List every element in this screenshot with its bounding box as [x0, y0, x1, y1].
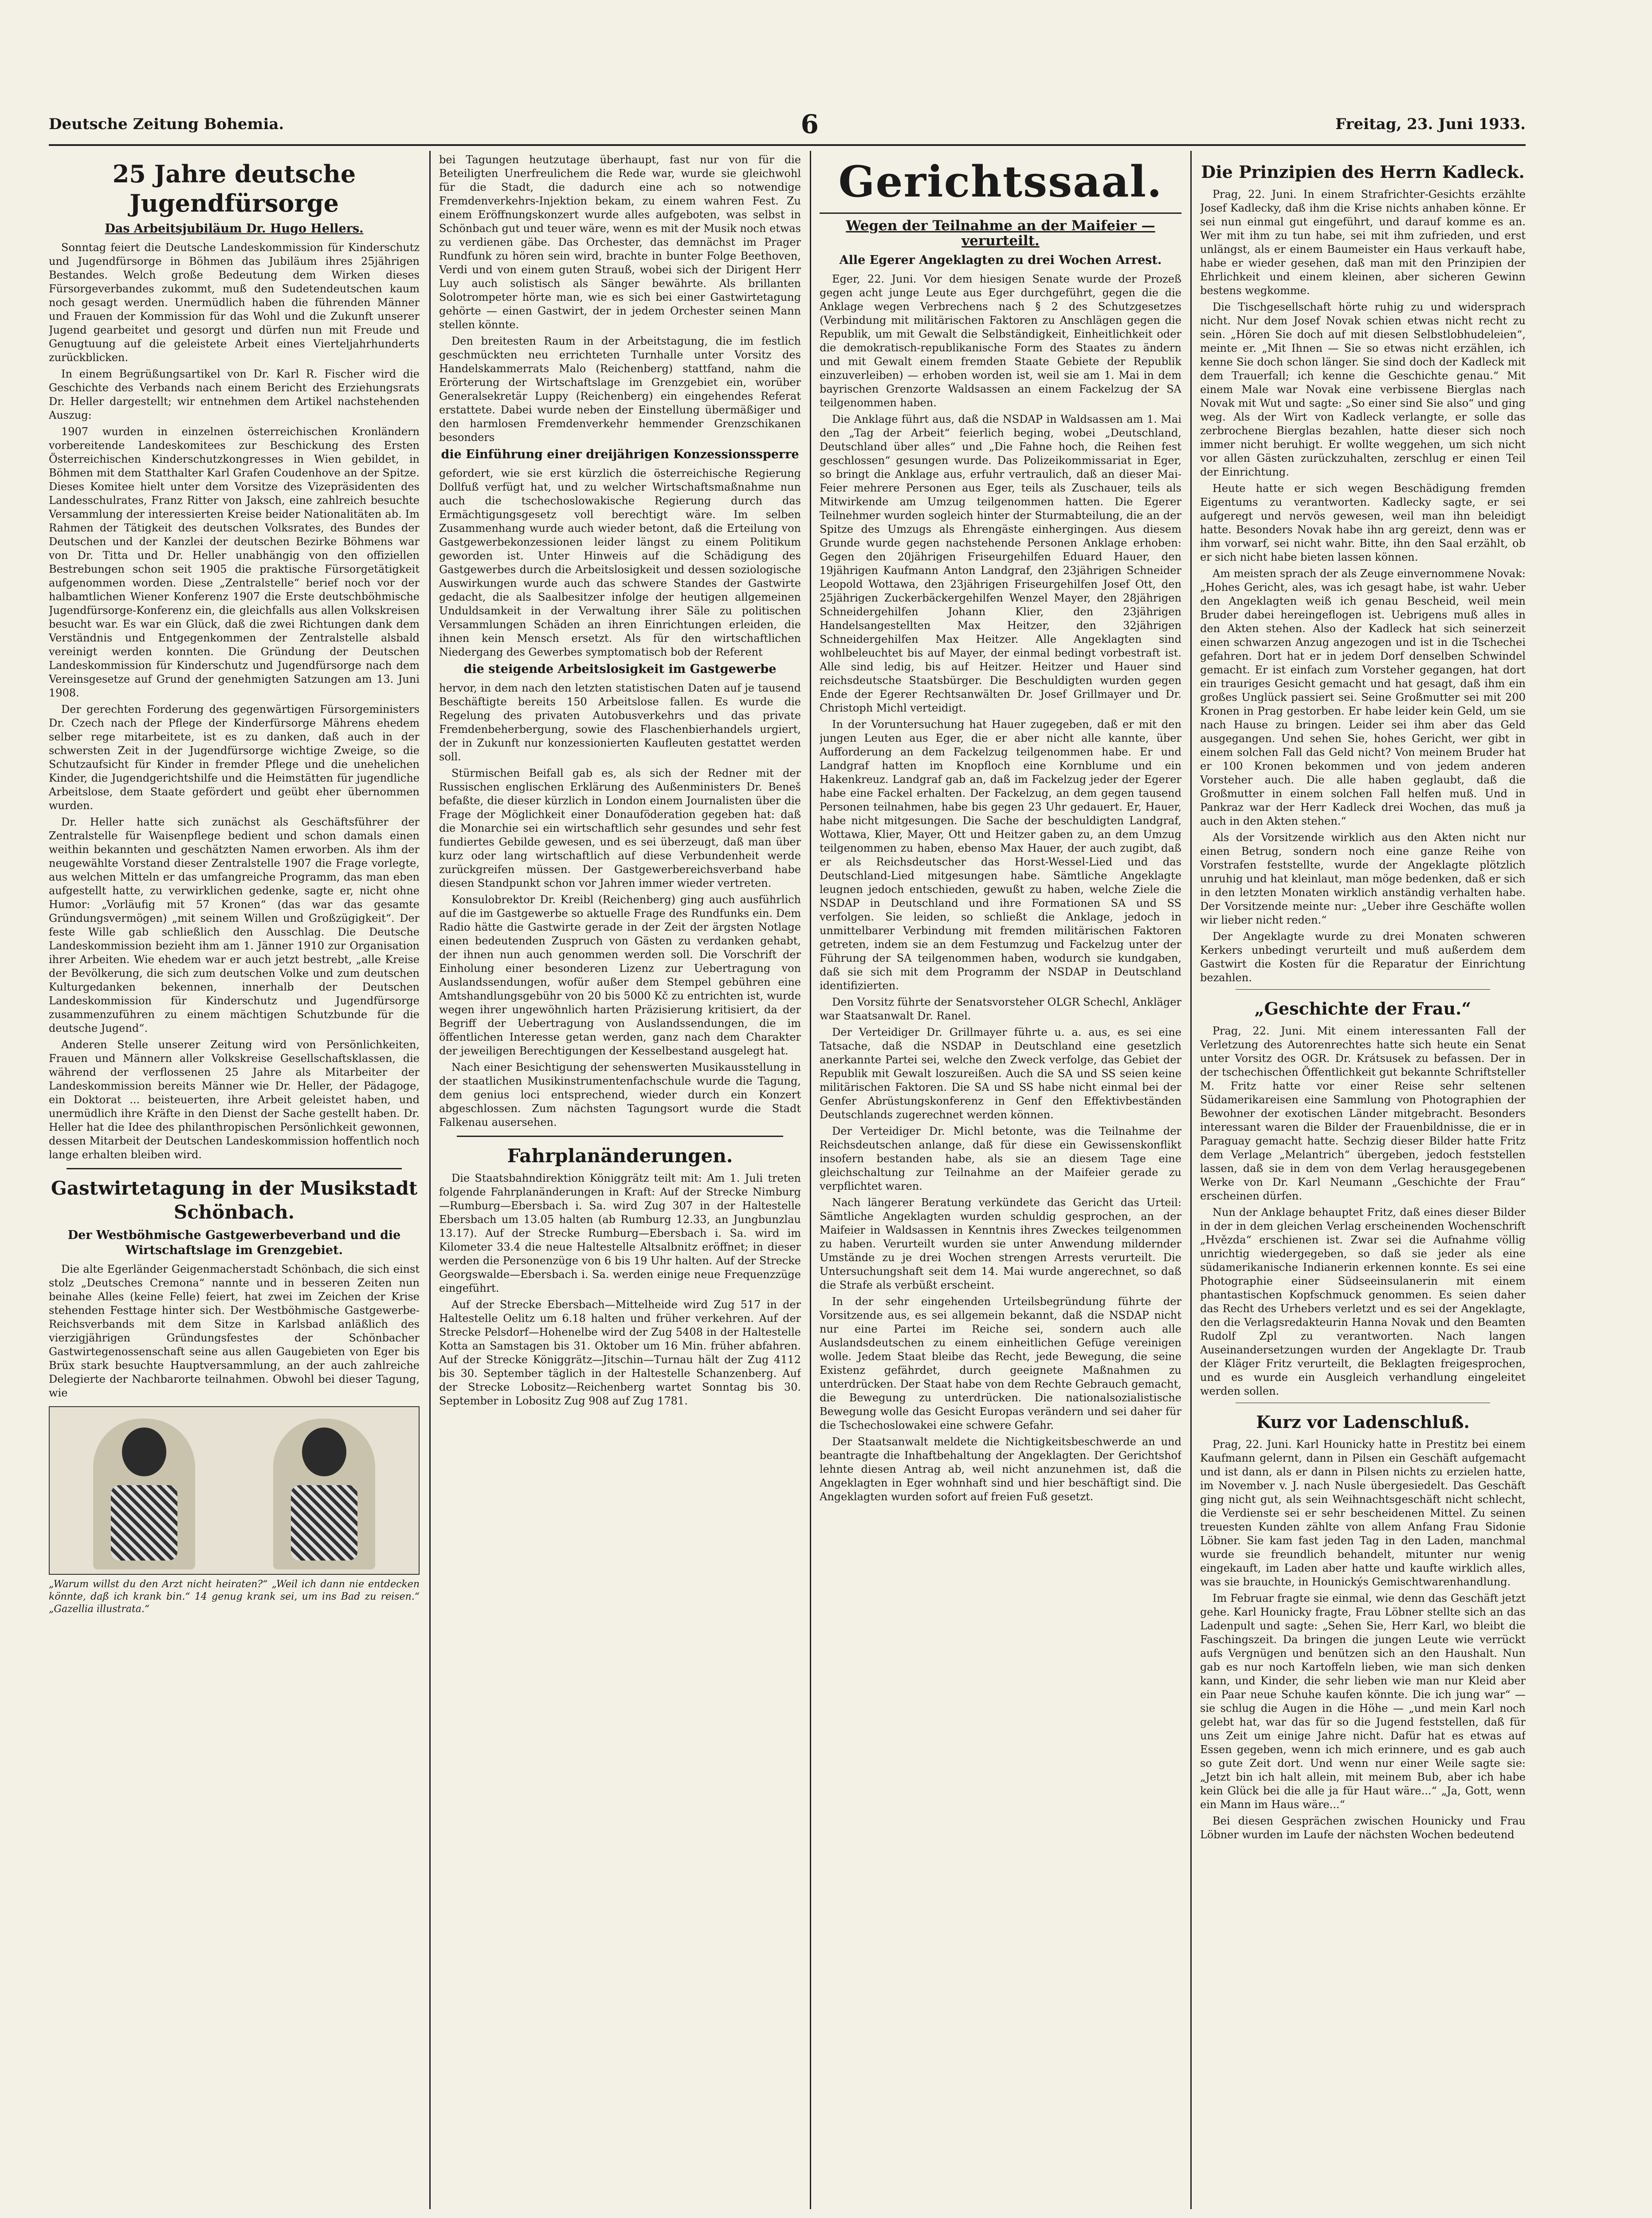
article-headline: Wegen der Teilnahme an der Maifeier — verurteilt. [846, 218, 1155, 249]
section-subhead: die Einführung einer dreijährigen Konzessionssperre [441, 448, 799, 461]
paragraph: gefordert, wie sie erst kürzlich die österreichische Regierung Dollfuß verfügt hat, und zu welcher Wirtschaftsmaßnahme nun auch die tschechoslowakische Regierung durch das Ermächtigungsgesetz voll berechtigt wäre. Im selben Zusammenhang wurde auch wieder betont, daß die Erteilung von Gastgewerbekonzessionen leider längst zu einem Politikum geworden ist. Unter Hinweis auf die Schädigung des Gastgewerbes durch die Arbeitslosigkeit und dessen soziologische Auswirkungen wurde auch das schwere Standes der Gastwirte gedacht, die als Saalbesitzer infolge der heutigen allgemeinen Unduldsamkeit in der Verwaltung ihrer Säle zu politischen Versammlungen Schäden an ihren Einrichtungen erleiden, die ihnen kein Mensch ersetzt. Als für den wirtschaftlichen Niedergang des Gewerbes symptomatisch bob der Referent [439, 467, 801, 658]
masthead [49, 109, 1526, 140]
article-subheadline: Alle Egerer Angeklagten zu drei Wochen Arrest. [839, 253, 1162, 267]
paragraph: Konsulobrektor Dr. Kreibl (Reichenberg) ging auch ausführlich auf die im Gastgewerbe so aktuelle Frage des Rundfunks ein. Dem Radio hätte die Gastwirte gerade in der Zeit der ärgsten Notlage einen bedeutenden Zuspruch von Gästen zu verdanken gehabt, der ihnen nun auch genommen werden soll. Die Vorschrift der Einholung einer besonderen Lizenz zur Uebertragung von Auslandssendungen, wofür außer dem Stempel gebühren eine Amtshandlungsgebühr von 20 bis 5000 Kč zu entrichten ist, wurde wegen ihrer ungewöhnlich harten Präzisierung kritisiert, da der Begriff der Uebertragung von Auslandssendungen, die im öffentlichen Interesse getan werden, ganz nach dem Charakter der jeweiligen Berechtigungen der Kesselbestand ausgelegt hat. [439, 893, 801, 1057]
column-divider [1190, 151, 1192, 2209]
paragraph: Eger, 22. Juni. Vor dem hiesigen Senate wurde der Prozeß gegen acht junge Leute aus Eger durchgeführt, gegen die die Anklage wegen Verbrechens nach § 2 des Schutzgesetzes (Verbindung mit militärischen Faktoren zu Anschlägen gegen die Republik, um mit Gewalt die Selbständigkeit, Einheitlichkeit oder die demokratisch-republikanische Form des Staates zu ändern und mit Gewalt einem fremden Staate Gebiete der Republik einzuverleiben) — erhoben worden ist, weil sie am 1. Mai in dem bayrischen Grenzorte Waldsassen an einem Fackelzug der SA teilgenommen haben. [820, 273, 1181, 409]
column-divider [429, 151, 431, 2209]
paragraph: Heute hatte er sich wegen Beschädigung fremden Eigentums zu verantworten. Kadlecky sagte, er sei aufgeregt und nervös gewesen, weil man ihn beleidigt hatte. Besonders Novak habe ihn arg gereizt, denn was er ihm vorwarf, sei nicht wahr. Bitte, ihn den Saal erzählt, ob er sich nicht habe bieten lassen können. [1200, 482, 1526, 563]
paragraph: Die Anklage führt aus, daß die NSDAP in Waldsassen am 1. Mai den „Tag der Arbeit“ feierlich beging, wobei „Deutschland, Deutschland über alles“ und „Die Fahne hoch, die Reihen fest geschlossen“ gesungen wurde. Das Polizeikommissariat in Eger, so bringt die Anklage aus, erfuhr vertraulich, daß an dieser Mai-Feier mehrere Personen aus Eger, teils als Zuschauer, teils als Mitwirkende am Umzug teilgenommen hatten. Die Egerer Teilnehmer wurden sogleich hinter der Sturmabteilung, die an der Spitze des Umzugs als Ehrengäste einhergingen. Aus diesem Grunde wurde gegen nachstehende Personen Anklage erhoben: Gegen den 20jährigen Friseurgehilfen Eduard Hauer, den 19jährigen Kaufmann Anton Landgraf, den 23jährigen Schneider Leopold Wottawa, den 23jährigen Friseurgehilfen Josef Ott, den 25jährigen Zuckerbäckergehilfen Wenzel Mayer, den 28jährigen Schneidergehilfen Johann Klier, den 23jährigen Handelsangestellten Max Heitzer, den 32jährigen Schneidergehilfen Max Heitzer. Alle Angeklagten sind wohlbeleuchtet bis auf Mayer, der einmal bedingt vorbestraft ist. Alle sind ledig, bis auf Heitzer. Heitzer und Hauer sind reichsdeutsche Staatsbürger. Die Beschuldigten wurden gegen Ende der Egerer Rechtsanwälten Dr. Josef Grillmayer und Dr. Christoph Michl verteidigt. [820, 413, 1181, 714]
paragraph: bei Tagungen heutzutage überhaupt, fast nur von für die Beteiligten Unerfreulichem die Rede war, wurde sie gleichwohl für die Stadt, die dadurch eine ach so notwendige Fremdenverkehrs-Injektion bekam, zu einem wahren Fest. Zu einem Eröffnungskonzert wurde alles aufgeboten, was selbst in Schönbach gut und teuer wäre, wenn es mit der Musik noch etwas zu verdienen gäbe. Das Orchester, das demnächst im Prager Rundfunk zu hören sein wird, brachte in bunter Folge Beethoven, Verdi und von einem guten Strauß, wobei sich der Dirigent Herr Luy auch solistisch als Sänger bewährte. Als brillanten Solotrompeter hörte man, wie es sich bei einer Gastwirtetagung gehörte — einen Gastwirt, der in jedem Orchester seinen Mann stellen könnte. [439, 153, 801, 331]
paragraph: Der Verteidiger Dr. Grillmayer führte u. a. aus, es sei eine Tatsache, daß die NSDAP in Deutschland eine gesetzlich anerkannte Partei sei, welche den Zweck verfolge, das Gebiet der Republik mit Gewalt loszureißen. Auch die SA und SS seien keine militärischen Faktoren. Die SA und SS habe nicht einmal bei der Genfer Abrüstungskonferenz in Genf den Effektivbeständen Deutschlands zugerechnet werden können. [820, 1026, 1181, 1121]
paragraph: Auf der Strecke Ebersbach—Mittelheide wird Zug 517 in der Haltestelle Oelitz um 6.18 halten und früher verkehren. Auf der Strecke Pelsdorf—Hohenelbe wird der Zug 5408 in der Haltestelle Kotta an Samstagen bis 31. Oktober um 16 Min. früher abfahren. Auf der Strecke Königgrätz—Jitschin—Turnau hält der Zug 4112 bis 30. September täglich in der Haltestelle Schanzenberg. Auf der Strecke Lobositz—Reichenberg wartet Sonntag bis 30. September in Lobositz Zug 908 auf Zug 1781. [439, 1298, 801, 1407]
paragraph: Der Staatsanwalt meldete die Nichtigkeitsbeschwerde an und beantragte die Inhaftbehaltung der Angeklagten. Der Gerichtshof lehnte diesen Antrag ab, weil nicht anzunehmen ist, daß die Angeklagten in Eger wohnhaft sind und hier beschäftigt sind. Die Angeklagten wurden sofort auf freien Fuß gesetzt. [820, 1435, 1181, 1503]
paragraph: Prag, 22. Juni. Mit einem interessanten Fall der Verletzung des Autorenrechtes hatte sich heute ein Senat unter Vorsitz des OGR. Dr. Krátsusek zu befassen. Der in der tschechischen Öffentlichkeit gut bekannte Schriftsteller M. Fritz hatte vor einer Reise sehr seltenen Südamerikareisen eine Sammlung von Photographien der Bewohner der exotischen Länder mitgebracht. Besonders interessant waren die Bilder der Frauenbildnisse, die er in Paraguay gemacht hatte. Sechzig dieser Bilder hatte Fritz dem Verlage „Melantrich“ übergeben, jedoch feststellen lassen, daß sie in dem von dem Verlag herausgegebenen Werke von Dr. Karl Neumann „Geschichte der Frau“ erscheinen dürfen. [1200, 1025, 1526, 1202]
paragraph: Prag, 22. Juni. Karl Hounicky hatte in Prestitz bei einem Kaufmann gelernt, dann in Pilsen ein Geschäft aufgemacht und ist dann, als er dann in Pilsen nichts zu erzielen hatte, im November v. J. nach Nusle übergesiedelt. Das Geschäft ging nicht gut, als sein Weihnachtsgeschäft nicht schlecht, die Verdienste sei er sehr bescheidenen Mittel. Zu seinen treuesten Kunden zählte von allem Anfang Frau Sidonie Löbner. Sie kam fast jeden Tag in den Laden, manchmal wurde sie freundlich behandelt, mitunter nur wenig eingekauft, im Laden aber hatte und kaufte wirklich alles, was sie brauchte, in Hounickýs Gemischtwarenhandlung. [1200, 1438, 1526, 1588]
column-4 [1200, 153, 1526, 2211]
article-headline: „Geschichte der Frau.“ [1254, 999, 1471, 1019]
article-headline: 25 Jahre deutsche Jugendfürsorge [112, 160, 356, 217]
article-separator [1236, 989, 1490, 990]
paragraph: Am meisten sprach der als Zeuge einvernommene Novak: „Hohes Gericht, ales, was ich gesagt habe, ist wahr. Ueber den Angeklagten weiß ich genau Bescheid, weil mein Bruder dabei hereingeflogen ist. Uebrigens muß alles in den Akten stehen. Also der Kadleck hat sich seinerzeit einen schwarzen Anzug angezogen und ist in die Tschechei gefahren. Dort hat er in jedem Dorf denselben Schwindel gemacht. Er ist einfach zum Vorsteher gegangen, hat dort ein trauriges Gesicht gemacht und hat gesagt, daß ihm ein großes Unglück passiert sei. Seine Großmutter sei mit 200 Kronen in Prag gestorben. Er habe leider kein Geld, um sie nach Hause zu bringen. Leider sei ihm aber das Geld ausgegangen. Und sehen Sie, hohes Gericht, wer gibt in einem solchen Fall das Geld nicht? Von meinem Bruder hat er 100 Kronen bekommen und von jedem anderen Vorsteher auch. Die alle haben geglaubt, daß die Großmutter in einem solchen Fall helfen muß. Und in Pankraz war der Herr Kadleck drei Wochen, das muß ja auch in den Akten stehen.“ [1200, 567, 1526, 827]
column-1 [49, 153, 420, 2211]
paragraph: Die Staatsbahndirektion Königgrätz teilt mit: Am 1. Juli treten folgende Fahrplanänderungen in Kraft: Auf der Strecke Nimburg—Rumburg—Ebersbach i. Sa. wird Zug 307 in der Haltestelle Ebersbach um 13.05 halten (ab Rumburg 12.33, an Jungbunzlau 13.17). Auf der Strecke Rumburg—Ebersbach i. Sa. wird im Kilometer 33.4 die neue Haltestelle Altsalbnitz eröffnet; in dieser werden die Personenzüge von 6 bis 19 Uhr halten. Auf der Strecke Georgswalde—Ebersbach i. Sa. werden einige neue Frequenzzüge eingeführt. [439, 1172, 801, 1294]
paragraph: In der sehr eingehenden Urteilsbegründung führte der Vorsitzende aus, es sei allgemein bekannt, daß die NSDAP nicht nur eine Partei im Reiche sei, sondern auch alle Auslandsdeutschen zu einem einheitlichen Gefüge vereinigen wolle. Jedem Staat bleibe das Recht, jede Bewegung, die seine Existenz gefährdet, durch geeignete Maßnahmen zu unterdrücken. Der Staat habe von dem Rechte Gebrauch gemacht, die Bewegung zu unterdrücken. Die nationalsozialistische Bewegung wolle das Gesicht Europas verändern und sei daher für die Tschechoslowakei eine schwere Gefahr. [820, 1295, 1181, 1431]
paragraph: Den Vorsitz führte der Senatsvorsteher OLGR Schechl, Ankläger war Staatsanwalt Dr. Ranel. [820, 996, 1181, 1022]
cartoon-illustration [49, 1406, 420, 1575]
paragraph: 1907 wurden in einzelnen österreichischen Kronländern vorbereitende Landeskomitees zur Beschickung des Ersten Österreichischen Kinderschutzkongresses in Wien gebildet, in Böhmen mit dem Statthalter Karl Grafen Coudenhove an der Spitze. Dieses Komitee hielt unter dem Vorsitze des Vizepräsidenten des Landesschulrates, Franz Ritter von Jaksch, eine zahlreich besuchte Versammlung der interessierten Kreise beider Nationalitäten ab. Im Rahmen der Tätigkeit des deutschen Volksrates, des Bundes der Deutschen und der Kanzlei der deutschen Bezirke Böhmens war von Dr. Titta und Dr. Heller unabhängig von den offiziellen Bestrebungen schon seit 1905 die praktische Fürsorgetätigkeit aufgenommen worden. Diese „Zentralstelle“ berief noch vor der halbamtlichen Wiener Konferenz 1907 die Erste deutschböhmische Jugendfürsorge-Konferenz ein, die gleichfalls aus allen Volkskreisen besucht war. Es war ein Glück, daß die zwei Richtungen dank dem Verständnis und Entgegenkommen der Zentralstelle alsbald vereinigt werden konnten. Die Gründung der Deutschen Landeskommission für Kinderschutz und Jugendfürsorge nach dem Vereinsgesetze auf Grund der genehmigten Satzungen am 13. Juni 1908. [49, 425, 420, 699]
paragraph: Prag, 22. Juni. In einem Strafrichter-Gesichts erzählte Josef Kadlecky, daß ihm die Krise nichts anhaben könne. Er sei nun einmal gut eingeführt, und darauf komme es an. Wer mit ihm zu tun habe, sei mit ihm zufrieden, und erst unlängst, als er einem Baumeister ein Haus verkauft habe, habe er wieder gesehen, daß man mit den Prinzipien der Ehrlichkeit und einem kleinen, aber sicheren Gewinn bestens wegkomme. [1200, 188, 1526, 297]
page-number: 6 [800, 109, 819, 139]
title-rule [820, 212, 1181, 214]
article-headline: Gastwirtetagung in der Musikstadt Schönbach. [51, 1177, 418, 1223]
paragraph: Die alte Egerländer Geigenmacherstadt Schönbach, die sich einst stolz „Deutsches Cremona“ nannte und in besseren Zeiten nun beinahe Alles (keine Felle) feiert, hat zwei im Zeichen der Krise stehenden Festtage hinter sich. Der Westböhmische Gastgewerbe-Reichsverbands mit dem Sitze in Karlsbad anläßlich des vierzigjährigen Gründungsfestes der Schönbacher Gastwirtegenossenschaft seine aus allen Gaugebieten von Eger bis Brüx stark besuchte Hauptversammlung, an der auch zahlreiche Delegierte der Nachbarorte teilnahmen. Obwohl bei dieser Tagung, wie [49, 1263, 420, 1399]
article-headline: Die Prinzipien des Herrn Kadleck. [1201, 162, 1525, 182]
paragraph: Sonntag feiert die Deutsche Landeskommission für Kinderschutz und Jugendfürsorge in Böhmen das Jubiläum ihres 25jährigen Bestandes. Welch große Bedeutung dem Wirken dieses Fürsorgeverbandes zukommt, muß den Sudetendeutschen kaum noch gesagt werden. Unermüdlich haben die führenden Männer und Frauen der Kommission für das Wohl und die Zukunft unserer Jugend gearbeitet und gesorgt und dürfen nun mit Freude und Genugtuung auf die geleistete Arbeit eines Vierteljahrhunderts zurückblicken. [49, 241, 420, 364]
article-separator [67, 1168, 402, 1169]
paragraph: Bei diesen Gesprächen zwischen Hounicky und Frau Löbner wurden im Laufe der nächsten Wochen bedeutend [1200, 1815, 1526, 1841]
paragraph: Der gerechten Forderung des gegenwärtigen Fürsorgeministers Dr. Czech nach der Pflege der Kinderfürsorge Mährens ehedem selber rege mitarbeitete, ist es zu danken, daß auch in der schwersten Zeit in der Jugendfürsorge wichtige Zweige, so die Schutzaufsicht für Kinder in fremder Pflege und die unehelichen Kinder, die Jugendgerichtshilfe und die Heimstätten für jugendliche Arbeitslose, dem Staate gefördert und geübt eher übernommen wurden. [49, 703, 420, 812]
paragraph: Nun der Anklage behauptet Fritz, daß eines dieser Bilder in der in dem gleichen Verlag erscheinenden Wochenschrift „Hvězda“ erschienen ist. Zwar sei die Aufnahme völlig unrichtig wiedergegeben, so daß sie jeder als eine südamerikanische Indianerin erkennen konnte. Es sei eine Photographie einer Südseeinsulanerin mit einem phantastischen Kopfschmuck genommen. Es seien daher das Recht des Urhebers verletzt und es sei der Angeklagte, den die Verlagsredakteurin Hanna Novak und den Beamten Rudolf Zpl zu verantworten. Nach langen Auseinandersetzungen wurden der Angeklagte Dr. Traub der Kläger Fritz verurteilt, die Beklagten freigesprochen, und es wurde ein Ausgleich verhandlung eingeleitet werden sollen. [1200, 1206, 1526, 1397]
paragraph: hervor, in dem nach den letzten statistischen Daten auf je tausend Beschäftigte bereits 150 Arbeitslose fallen. Es wurde die Regelung des privaten Autobusverkehrs und das private Fremdenbeherbergung, sowie des Flaschenbierhandels urgiert, der in Zukunft nur konzessionierten Kaufleuten gestattet werden soll. [439, 682, 801, 763]
cartoon-caption: „Warum willst du den Arzt nicht heiraten?“ „Weil ich dann nie entdecken könnte, daß ich krank bin.“ 14 genug krank sei, um ins Bad zu reisen.“ „Gazellia illustrata.“ [49, 1579, 420, 1615]
paragraph: In der Voruntersuchung hat Hauer zugegeben, daß er mit den jungen Leuten aus Eger, die er aber nicht alle kannte, über Aufforderung an dem Fackelzug teilgenommen habe. Er und Landgraf hatten im Knopfloch eine Kornblume und ein Hakenkreuz. Landgraf gab an, daß im Fackelzug jeder der Egerer habe eine Fackel erhalten. Der Fackelzug, an dem gegen tausend Personen teilnahmen, habe bis gegen 23 Uhr gedauert. Er, Hauer, habe nicht mitgesungen. Die Sache der beschuldigten Landgraf, Wottawa, Klier, Mayer, Ott und Heitzer gaben zu, an dem Umzug teilgenommen zu haben, ebenso Max Hauer, der auch zugibt, daß er als Reichsdeutscher das Horst-Wessel-Lied und das Deutschland-Lied mitgesungen habe. Sämtliche Angeklagte leugnen jedoch entschieden, gewußt zu haben, welche Ziele die NSDAP in Deutschland und ihre Formationen SA und SS verfolgen. Sie leiden, so schließt die Anklage, jedoch in unmittelbarer Verbindung mit fremden militärischen Faktoren getreten, indem sie an dem Festumzug und Fackelzug unter der Führung der SA teilgenommen haben, wodurch sie kundgaben, daß sie sich mit dem Programm der NSDAP in Deutschland identifizierten. [820, 718, 1181, 992]
newspaper-name: Deutsche Zeitung Bohemia. [49, 115, 284, 133]
paragraph: Nach einer Besichtigung der sehenswerten Musikausstellung in der staatlichen Musikinstrumentenfachschule wurde die Tagung, dem genius loci entsprechend, wieder durch ein Konzert abgeschlossen. Zum nächsten Tagungsort wurde die Stadt Falkenau ausersehen. [439, 1061, 801, 1129]
paragraph: Die Tischgesellschaft hörte ruhig zu und widersprach nicht. Nur dem Josef Novak schien etwas nicht recht zu sein. „Hören Sie doch auf mit diesen Selbstlobhudeleien“, meinte er. „Mit Ihnen — Sie so etwas nicht erzählen, ich kenne Sie doch schon länger. Sie sind doch der Kadleck mit dem Trauerfall; ich kenne die Geschichte genau.“ Mit einem Male war Novak eine verbissene Bierglas nach Novak mit Wut und sagte: „So einer sind Sie also“ und ging weg. Als der Wirt von Kadleck verlangte, er solle das zerbrochene Bierglas bezahlen, hatte dieser sich noch immer nicht beruhigt. Er wollte weggehen, um sich nicht vor allen Gästen zurückzuhalten, zerschlug er einen Teil der Einrichtung. [1200, 301, 1526, 478]
issue-date: Freitag, 23. Juni 1933. [1335, 115, 1526, 133]
paragraph: Anderen Stelle unserer Zeitung wird von Persönlichkeiten, Frauen und Männern aller Volkskreise Gesellschaftsklassen, die während der verflossenen 25 Jahre als Mitarbeiter der Landeskommission bereits Männer wie Dr. Heller, der Pädagoge, ein Doktorat ... beisteuerten, ihre Arbeit geleistet haben, und unermüdlich ihre Kräfte in den Dienst der Sache gestellt haben. Dr. Heller hat die Idee des philanthropischen Persönlichkeit gewonnen, dessen Mitarbeit der Deutschen Landeskommission hoffentlich noch lange erhalten bleiben wird. [49, 1038, 420, 1161]
paragraph: Der Angeklagte wurde zu drei Monaten schweren Kerkers unbedingt verurteilt und muß außerdem dem Gastwirt die Kosten für die Reparatur der Einrichtung bezahlen. [1200, 930, 1526, 984]
paragraph: Dr. Heller hatte sich zunächst als Geschäftsführer der Zentralstelle für Waisenpflege bedient und schon damals einen weithin bekannten und geschätzten Namen erworben. Als ihm der neugewählte Vorstand dieser Zentralstelle 1907 die Frage vorlegte, aus welchen Mitteln er das umfangreiche Programm, das man eben aufgestellt hatte, zu verwirklichen gedenke, sagte er, nicht ohne Humor: „Vorläufig mit 57 Kronen“ (das war das gesamte Gründungsvermögen) „mit seinem Willen und Großzügigkeit“. Der feste Wille gab schließlich den Ausschlag. Die Deutsche Landeskommission bezieht ihm am 1. Jänner 1910 zur Organisation ihrer Arbeiten. Wie ehedem war er auch jetzt bestrebt, „alle Kreise der Bevölkerung, die sich zum deutschen Volke und zum deutschen Kulturgedanken bekennen, innerhalb der Deutschen Landeskommission für Kinderschutz und Jugendfürsorge zusammenzuführen zu einem mächtigen Schutzbunde für die deutsche Jugend“. [49, 816, 420, 1034]
article-separator [457, 1136, 783, 1137]
paragraph: Im Februar fragte sie einmal, wie denn das Geschäft jetzt gehe. Karl Hounicky fragte, Frau Löbner stellte sich an das Ladenpult und sagte: „Sehen Sie, Herr Karl, wo bleibt die Faschingszeit. Da bringen die jungen Leute wie verrückt aufs Vergnügen und benützen sich an den Haushalt. Nun gab es nur noch Kartoffeln lieben, wie man sich denken kann, und Kinder, die sehr lieben wie man nur Kleid aber ein Paar neue Schuhe kaufen könnte. Die ich jung war“ — sie schlug die Augen in die Höhe — „und mein Karl noch gelebt hat, war das für so die Jugend feststellen, daß für uns Zeit um einige Jahre nicht. Dafür hat es etwas auf Essen gegeben, wenn ich mich erinnere, und es gab auch so gute Zeit dort. Und wenn nur einer Weile sagte sie: „Jetzt bin ich halt allein, mit meinem Bub, aber ich habe kein Glück bei die alle ja für Haut wäre...“ „Ja, Gott, wenn ein Mann im Haus wäre...“ [1200, 1592, 1526, 1811]
column-3 [820, 153, 1181, 2211]
paragraph: Nach längerer Beratung verkündete das Gericht das Urteil: Sämtliche Angeklagten wurden schuldig gesprochen, an der Maifeier in Waldsassen in Kenntnis ihres Zweckes teilgenommen zu haben. Verurteilt wurden sie unter Anwendung mildernder Umstände zu je drei Wochen strengen Arrests verurteilt. Die Untersuchungshaft seit dem 14. Mai wurde angerechnet, so daß die Strafe als verbüßt erscheint. [820, 1196, 1181, 1291]
article-subheadline: Der Westböhmische Gastgewerbeverband und die Wirtschaftslage im Grenzgebiet. [67, 1228, 401, 1257]
paragraph: In einem Begrüßungsartikel von Dr. Karl R. Fischer wird die Geschichte des Verbands nach einem Bericht des Erziehungsrats Dr. Heller dargestellt; wir entnehmen dem Artikel nachstehenden Auszug: [49, 368, 420, 421]
woman-figure [273, 1419, 375, 1569]
woman-figure [93, 1419, 195, 1569]
paragraph: Als der Vorsitzende wirklich aus den Akten nicht nur einen Betrug, sondern noch eine ganze Reihe von Vorstrafen feststellte, wurde der Angeklagte plötzlich unruhig und hat kleinlaut, man möge bedenken, daß er sich in den letzten Monaten wirklich anständig verhalten habe. Der Vorsitzende meinte nur: „Ueber ihre Geschäfte wollen wir lieber nicht reden.“ [1200, 831, 1526, 926]
section-title: Gerichtssaal. [838, 157, 1163, 207]
column-divider [810, 151, 811, 2209]
article-headline: Fahrplanänderungen. [507, 1145, 733, 1167]
section-subhead: die steigende Arbeitslosigkeit im Gastgewerbe [463, 662, 777, 676]
article-subheadline: Das Arbeitsjubiläum Dr. Hugo Hellers. [105, 222, 364, 236]
column-2 [439, 153, 801, 2211]
masthead-rule [49, 144, 1526, 146]
paragraph: Der Verteidiger Dr. Michl betonte, was die Teilnahme der Reichsdeutschen anlange, daß für diese ein Gewissenskonflikt insofern bestanden habe, als sie an diesem Tage eine gleichschaltung zur Teilnahme an der Maifeier gerade zu verpflichtet waren. [820, 1125, 1181, 1192]
paragraph: Stürmischen Beifall gab es, als sich der Redner mit der Russischen englischen Erklärung des Außenministers Dr. Beneš befaßte, die dieser kürzlich in London einem Journalisten über die Frage der Möglichkeit einer Donauföderation gegeben hat: daß die Monarchie sei ein wirtschaftlich sehr gesundes und sehr fest fundiertes Gebilde gewesen, und es sei überzeugt, daß man über kurz oder lang wirtschaftlich auf diese Verbundenheit werde zurückgreifen müssen. Der Gastgewerbereichsverband habe diesen Standpunkt schon vor Jahren immer wieder vertreten. [439, 767, 801, 889]
article-headline: Kurz vor Ladenschluß. [1256, 1412, 1470, 1432]
paragraph: Den breitesten Raum in der Arbeitstagung, die im festlich geschmückten neu errichteten Turnhalle unter Vorsitz des Handelskammerrats Malo (Reichenberg) stattfand, nahm die Erörterung der Wirtschaftslage im Grenzgebiet ein, worüber Generalsekretär Luppy (Reichenberg) ein eingehendes Referat erstattete. Dabei wurde neben der Einstellung übermäßiger und den harmlosen Fremdenverkehr hemmender Grenzschikanen besonders [439, 335, 801, 444]
